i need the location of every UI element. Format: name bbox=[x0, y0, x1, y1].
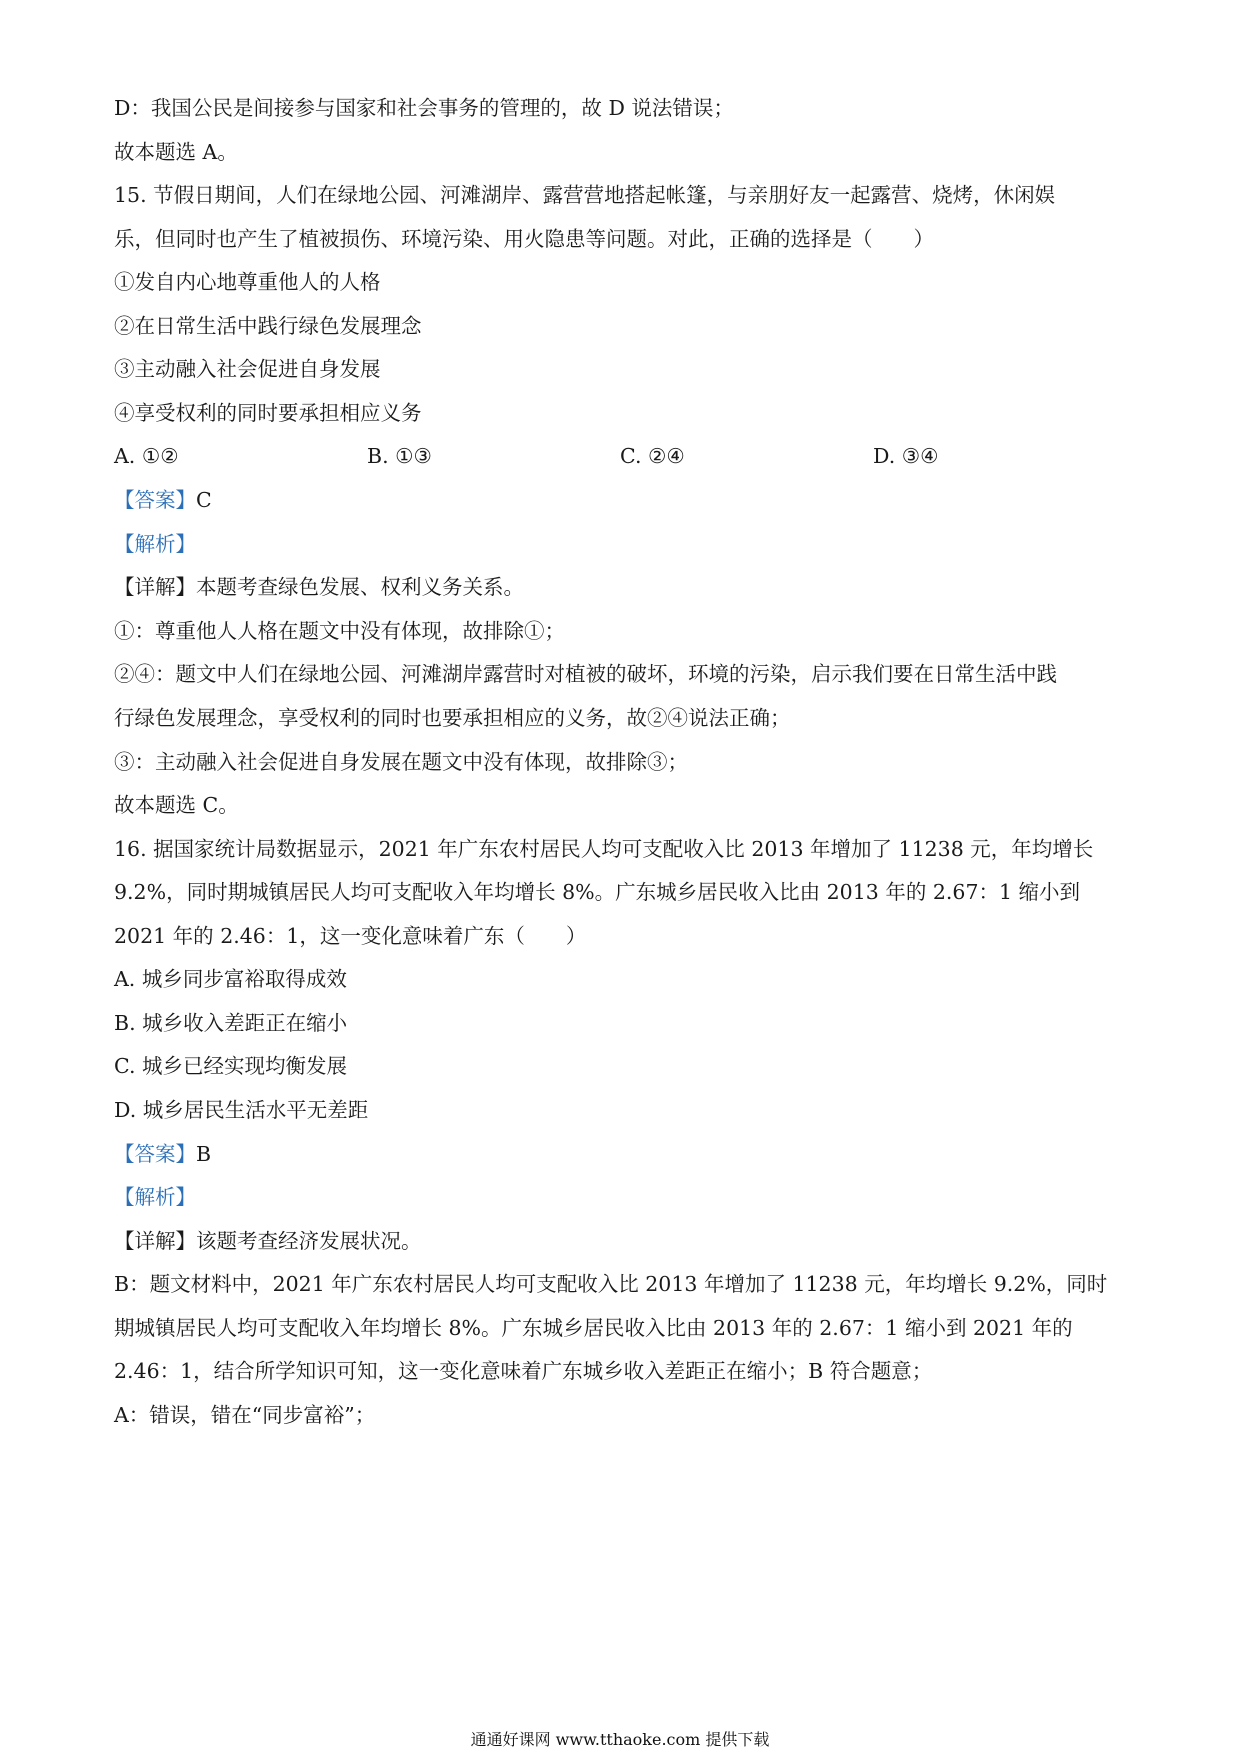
q15-option-b: B. ①③ bbox=[367, 444, 432, 468]
q15-option-a: A. ①② bbox=[114, 444, 179, 468]
q15-detail-tag: 【详解】 bbox=[114, 575, 196, 599]
q15-detail-text: 本题考查绿色发展、权利义务关系。 bbox=[196, 575, 524, 599]
q16-explanation-b-line-2: 期城镇居民人均可支配收入年均增长 8%。广东城乡居民收入比由 2013 年的 2.67：1 缩小到 2021 年的 bbox=[114, 1316, 1073, 1340]
q15-detail bbox=[114, 573, 524, 601]
q16-option-a: A. 城乡同步富裕取得成效 bbox=[114, 967, 347, 991]
page-footer: 通通好课网 www.tthaoke.com 提供下载 bbox=[470, 1730, 770, 1749]
q15-item-2: ②在日常生活中践行绿色发展理念 bbox=[114, 314, 422, 338]
q15-options bbox=[114, 442, 1114, 470]
prev-explanation-d: D：我国公民是间接参与国家和社会事务的管理的，故 D 说法错误； bbox=[114, 96, 734, 120]
q16-answer bbox=[114, 1140, 211, 1168]
q15-analysis-tag bbox=[114, 530, 196, 558]
q16-option-d: D. 城乡居民生活水平无差距 bbox=[114, 1098, 369, 1122]
q16-option-c: C. 城乡已经实现均衡发展 bbox=[114, 1054, 347, 1078]
q16-option-b: B. 城乡收入差距正在缩小 bbox=[114, 1011, 348, 1035]
q15-explanation-3: ③：主动融入社会促进自身发展在题文中没有体现，故排除③； bbox=[114, 750, 688, 774]
q15-conclusion: 故本题选 C。 bbox=[114, 793, 239, 817]
q16-analysis-tag bbox=[114, 1183, 196, 1211]
q15-option-c: C. ②④ bbox=[620, 444, 685, 468]
q15-item-3: ③主动融入社会促进自身发展 bbox=[114, 357, 381, 381]
q16-explanation-b-line-1: B：题文材料中，2021 年广东农村居民人均可支配收入比 2013 年增加了 11238 元，年均增长 9.2%，同时 bbox=[114, 1272, 1108, 1296]
q16-answer-value: B bbox=[196, 1142, 212, 1166]
q16-stem-line-3: 2021 年的 2.46：1，这一变化意味着广东（ ） bbox=[114, 924, 587, 948]
q16-detail-text: 该题考查经济发展状况。 bbox=[196, 1229, 422, 1253]
q16-stem-line-2: 9.2%，同时期城镇居民人均可支配收入年均增长 8%。广东城乡居民收入比由 2013 年的 2.67：1 缩小到 bbox=[114, 880, 1081, 904]
q16-stem-line-1: 16. 据国家统计局数据显示，2021 年广东农村居民人均可支配收入比 2013 年增加了 11238 元，年均增长 bbox=[114, 837, 1094, 861]
prev-conclusion: 故本题选 A。 bbox=[114, 140, 238, 164]
q16-detail-tag: 【详解】 bbox=[114, 1229, 196, 1253]
q15-answer-value: C bbox=[196, 488, 212, 512]
q16-analysis-label: 【解析】 bbox=[114, 1185, 196, 1209]
q16-explanation-a: A：错误，错在“同步富裕”； bbox=[114, 1403, 376, 1427]
q15-stem-line-2: 乐，但同时也产生了植被损伤、环境污染、用火隐患等问题。对此，正确的选择是（ ） bbox=[114, 227, 934, 251]
q16-explanation-b-line-3: 2.46：1，结合所学知识可知，这一变化意味着广东城乡收入差距正在缩小；B 符合题意； bbox=[114, 1359, 933, 1383]
q15-stem-line-1: 15. 节假日期间，人们在绿地公园、河滩湖岸、露营营地搭起帐篷，与亲朋好友一起露营、烧烤，休闲娱 bbox=[114, 183, 1056, 207]
q15-item-1: ①发自内心地尊重他人的人格 bbox=[114, 270, 381, 294]
q15-answer bbox=[114, 486, 212, 514]
q16-answer-tag: 【答案】 bbox=[114, 1142, 196, 1166]
q15-answer-tag: 【答案】 bbox=[114, 488, 196, 512]
q15-item-4: ④享受权利的同时要承担相应义务 bbox=[114, 401, 422, 425]
q15-explanation-2-line-2: 行绿色发展理念，享受权利的同时也要承担相应的义务，故②④说法正确； bbox=[114, 706, 791, 730]
q16-detail bbox=[114, 1227, 422, 1255]
q15-explanation-2-line-1: ②④：题文中人们在绿地公园、河滩湖岸露营时对植被的破坏，环境的污染，启示我们要在日常生活中践 bbox=[114, 662, 1057, 686]
q15-explanation-1: ①：尊重他人人格在题文中没有体现，故排除①； bbox=[114, 619, 565, 643]
q15-option-d: D. ③④ bbox=[873, 444, 939, 468]
q15-analysis-label: 【解析】 bbox=[114, 532, 196, 556]
